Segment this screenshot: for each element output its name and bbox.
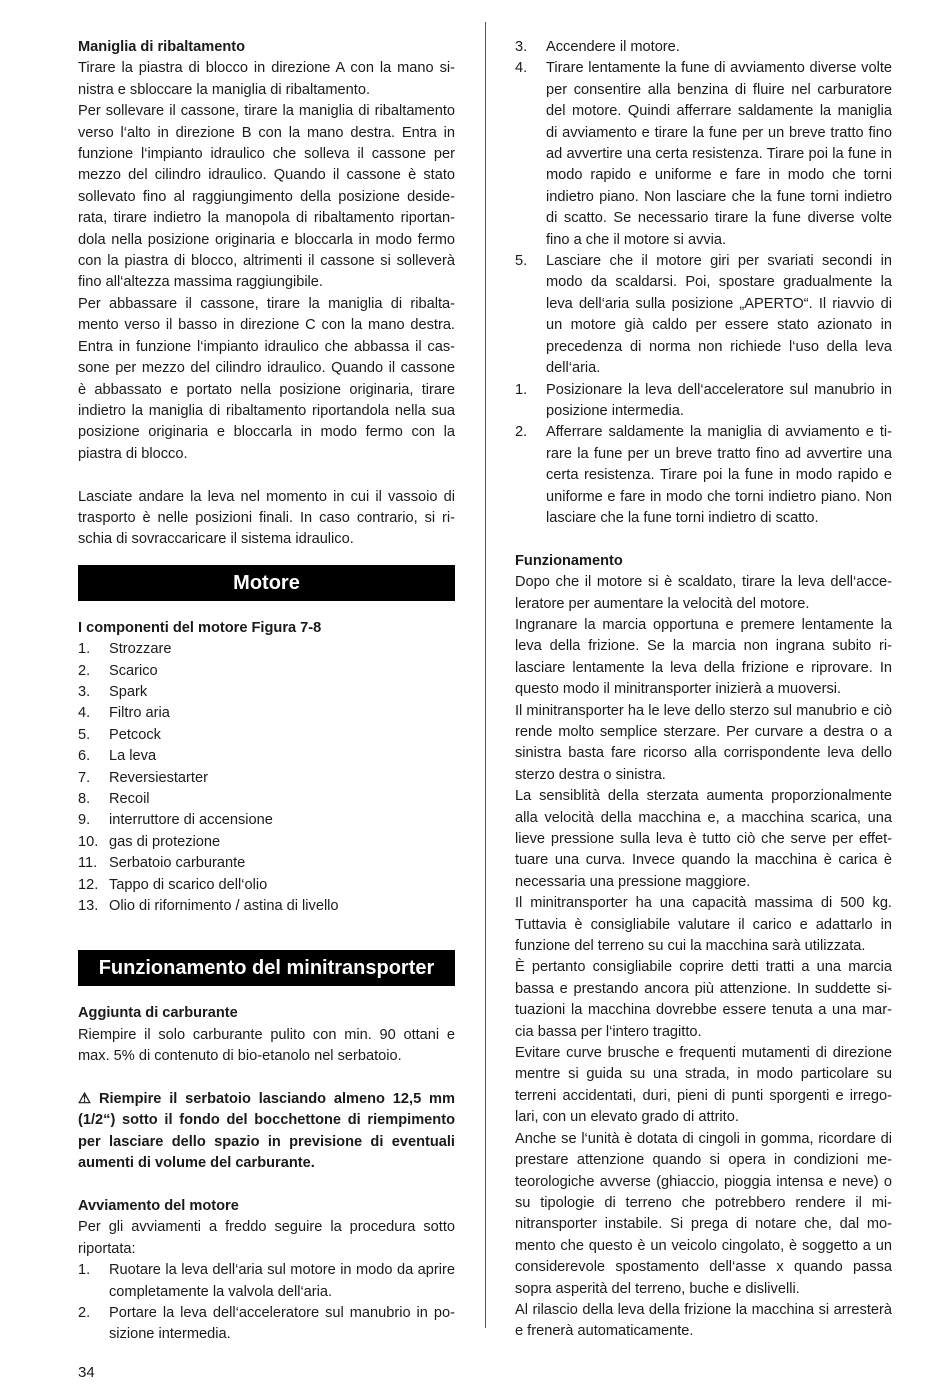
list-item: 4. Filtro aria (78, 705, 170, 722)
funzionamento-banner: Funzionamento del minitransporter (78, 950, 455, 986)
list-item: 5. Lasciare che il motore giri per svariati secondi in modo da scaldarsi. Poi, spostare gradualmente la leva dell‘aria sulla posizione „APERTO“. Il riavvio di un motore già caldo per essere stato azionato in precedenza di norma non richiede l‘uso della leva dell‘aria. (515, 253, 892, 377)
funzionamento-paragraph-9: Al rilascio della leva della frizione la macchina si arresterà e frenerà automaticamente. (515, 1301, 892, 1340)
list-item: 4. Tirare lentamente la fune di avviamento diverse volte per consentire alla benzina di fluire nel carburatore del motore. Quindi afferrare saldamente la maniglia di avviamento e tirare la fune per un breve tratto fino ad avvertire una certa resistenza. Tirare poi la fune in modo rapido e uniforme e fare in modo che torni indietro piano. Non lasciare che la fune torni indietro di scatto. Se necessario tirare la fune diverse volte fino a che il motore si avvia. (515, 60, 892, 248)
list-item: 9. interruttore di accensione (78, 812, 273, 829)
list-item: 1. Posizionare la leva dell‘acceleratore sul manubrio in posizione intermedia. (515, 381, 892, 419)
list-item: 1. Strozzare (78, 641, 172, 658)
list-item: 6. La leva (78, 748, 157, 765)
aggiunta-text: Riempire il solo carburante pulito con min. 90 ottani e max. 5% di contenuto di bio-etanolo nel serbatoio. (78, 1026, 455, 1065)
warning-icon: ⚠ (78, 1091, 92, 1108)
left-column (78, 37, 455, 1346)
maniglia-note: Lasciate andare la leva nel momento in cui il vassoio di trasporto è nelle posizioni finali. In caso contrario, si rischia di sovraccaricare il sistema idraulico. (78, 488, 455, 548)
list-item: 5. Petcock (78, 726, 161, 743)
motore-banner: Motore (78, 565, 455, 601)
list-item: 7. Reversiestarter (78, 769, 208, 786)
list-item: 1. Ruotare la leva dell‘aria sul motore in modo da aprire completamente la valvola dell‘aria. (78, 1262, 455, 1300)
funzionamento-paragraph-4: La sensiblità della sterzata aumenta proporzionalmente alla velocità della macchina e, a macchina scarica, una lieve pressione sulla leva è tutto ciò che serve per effettuare una curva. Invece quando la macchina è carica è necessaria una pressione maggiore. (515, 788, 892, 890)
maniglia-paragraph-1: Tirare la piastra di blocco in direzione A con la mano sinistra e sbloccare la maniglia di ribaltamento. (78, 60, 455, 98)
componenti-heading: I componenti del motore Figura 7-8 (78, 619, 322, 636)
funzionamento-paragraph-6: È pertanto consigliabile coprire detti tratti a una marcia bassa e prestando ancora più attenzione. In suddette situazioni la macchina dovrebbe essere tenuta a una marcia bassa per l‘intero tragitto. (515, 959, 892, 1040)
right-column (515, 37, 892, 1343)
list-item: 2. Scarico (78, 662, 158, 679)
funzionamento-paragraph-2: Ingranare la marcia opportuna e premere lentamente la leva della frizione. Se la marcia non ingrana subito rilasciare lentamente la leva della frizione e riprovare. In questo modo il minitransporter inizierà a muoversi. (515, 616, 892, 698)
funzionamento-paragraph-8: Anche se l‘unità è dotata di cingoli in gomma, ricordare di prestare attenzione quando si opera in condizioni meteorologiche avverse (ghiaccio, pioggia intensa e neve) o su tipologie di terreno che potrebbero rendere il minitransporter instabile. Si prega di notare che, dal momento che questo è un veicolo cingolato, è soggetto a un considerevole spostamento dell‘asse x quando passa sopra asperità del terreno, buche e dislivelli. (515, 1130, 892, 1297)
list-item: 11. Serbatoio carburante (78, 855, 246, 872)
list-item: 13. Olio di rifornimento / astina di livello (78, 898, 339, 915)
funzionamento-paragraph-3: Il minitransporter ha le leve dello sterzo sul manubrio e ciò rende molto semplice sterzare. Per curvare a destra o a sinistra basta fare ricorso alla corrispondente leva dello sterzo destra o sinistra. (515, 702, 892, 783)
list-item: 8. Recoil (78, 790, 150, 807)
list-item: 2. Portare la leva dell‘acceleratore sul manubrio in posizione intermedia. (78, 1305, 455, 1343)
funzionamento-paragraph-1: Dopo che il motore si è scaldato, tirare la leva dell‘acceleratore per aumentare la velocità del motore. (515, 574, 892, 612)
avviamento-heading: Avviamento del motore (78, 1198, 239, 1215)
page-number: 34 (78, 1364, 95, 1381)
funzionamento-paragraph-5: Il minitransporter ha una capacità massima di 500 kg. Tuttavia è consigliabile valutare il carico e adattarlo in funzione del terreno su cui la macchina sarà utilizzata. (515, 895, 892, 955)
maniglia-paragraph-2: Per sollevare il cassone, tirare la maniglia di ribaltamento verso l‘alto in direzione B con la mano destra. Entra in funzione l‘impianto idraulico che solleva il cassone per mezzo del cilindro idraulico. Quando il cassone è stato sollevato fino al raggiungimento della posizione desiderata, tirare indietro la manopola di ribaltamento riportandola nella posizione originaria e bloccarla in modo fermo con la piastra di blocco, altrimenti il cassone si solleverà fino all‘altezza massima raggiungibile. (78, 103, 455, 291)
list-item: 3. Spark (78, 683, 148, 700)
maniglia-heading: Maniglia di ribaltamento (78, 39, 246, 55)
list-item: 12. Tappo di scarico dell‘olio (78, 876, 268, 893)
funzionamento-paragraph-7: Evitare curve brusche e frequenti mutamenti di direzione mentre si guida su una strada, in modo particolare su terreni accidentati, duri, pieni di punti sporgenti e irregolari, con un elevato grado di attrito. (515, 1045, 892, 1126)
column-divider (485, 22, 486, 1328)
list-item: 3. Accendere il motore. (515, 39, 680, 55)
avviamento-list (78, 1260, 455, 1346)
maniglia-paragraph-3: Per abbassare il cassone, tirare la maniglia di ribaltamento verso il basso in direzione C con la mano destra. Entra in funzione l‘impianto idraulico che abbassa il cassone per mezzo del cilindro idraulico. Quando il cassone è abbassato e portato nella posizione originaria, tirare indietro la maniglia di ribaltamento riportandola nella sua posizione originaria e bloccarla in modo fermo con la piastra di blocco. (78, 295, 455, 462)
aggiunta-heading: Aggiunta di carburante (78, 1005, 238, 1022)
avviamento-list-continued (515, 37, 892, 529)
funzionamento-heading: Funzionamento (515, 552, 623, 569)
list-item: 2. Afferrare saldamente la maniglia di avviamento e tirare la fune per un breve tratto fino ad avvertire una certa resistenza. Tirare poi la fune in modo rapido e uniforme e fare in modo che torni indietro piano. Non lasciare che la fune torni indietro di scatto. (515, 424, 892, 526)
list-item: 10. gas di protezione (78, 833, 221, 850)
componenti-list (78, 639, 455, 917)
aggiunta-warning: ⚠ Riempire il serbatoio lasciando almeno 12,5 mm (1/2“) sotto il fondo del bocchettone di riempimento per lasciare dello spazio in previsione di eventuali aumenti di volume del carburante. (78, 1091, 455, 1172)
avviamento-intro: Per gli avviamenti a freddo seguire la procedura sotto riportata: (78, 1219, 455, 1257)
